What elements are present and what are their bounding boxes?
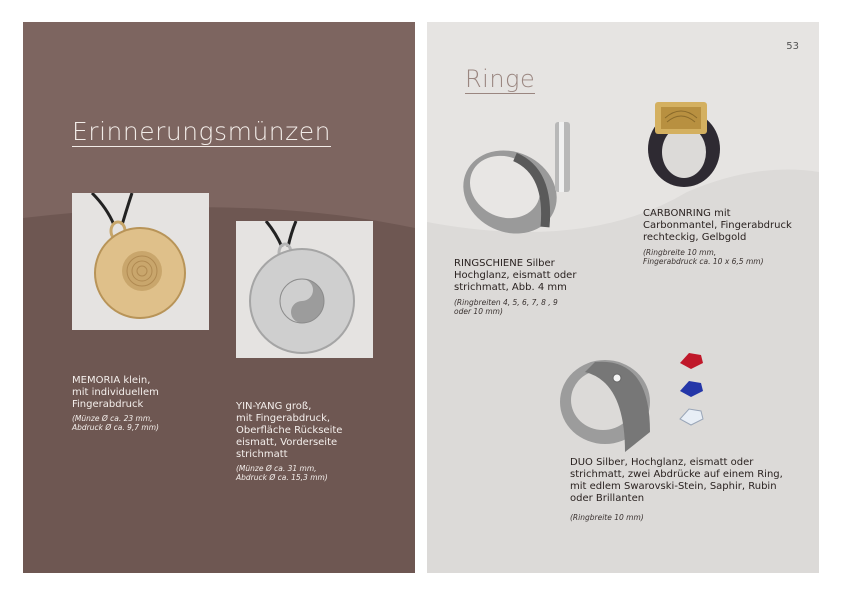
right-page bbox=[427, 22, 819, 573]
gemstone-icons bbox=[677, 349, 707, 429]
yin-yang-line: mit Fingerabdruck, bbox=[236, 413, 331, 424]
duo-description bbox=[570, 457, 810, 522]
memoria-note: Abdruck Ø ca. 9,7 mm) bbox=[72, 423, 159, 432]
duo-note: (Ringbreite 10 mm) bbox=[570, 513, 644, 522]
ringschiene-note: oder 10 mm) bbox=[454, 307, 503, 316]
left-page bbox=[23, 22, 415, 573]
page-number: 53 bbox=[786, 41, 799, 52]
ringschiene-line: RINGSCHIENE Silber bbox=[454, 258, 555, 269]
memoria-coin-photo bbox=[72, 193, 209, 330]
carbonring-description bbox=[643, 208, 813, 266]
ringschiene-line: strichmatt, Abb. 4 mm bbox=[454, 282, 567, 293]
yin-yang-description bbox=[236, 401, 396, 482]
yin-yang-coin-photo bbox=[236, 221, 373, 358]
yin-yang-note: (Münze Ø ca. 31 mm, bbox=[236, 464, 317, 473]
memoria-title: MEMORIA klein, bbox=[72, 375, 151, 386]
yin-yang-title: YIN-YANG groß, bbox=[236, 401, 312, 412]
duo-line: strichmatt, zwei Abdrücke auf einem Ring, bbox=[570, 469, 783, 480]
carbonring-line: rechteckig, Gelbgold bbox=[643, 232, 747, 243]
ringschiene-ring-image bbox=[455, 117, 585, 252]
carbonring-note: Fingerabdruck ca. 10 x 6,5 mm) bbox=[643, 257, 764, 266]
yin-yang-note: Abdruck Ø ca. 15,3 mm) bbox=[236, 473, 328, 482]
ringschiene-description bbox=[454, 258, 604, 316]
duo-line: oder Brillanten bbox=[570, 493, 645, 504]
ringschiene-line: Hochglanz, eismatt oder bbox=[454, 270, 577, 281]
memoria-line: mit individuellem bbox=[72, 387, 159, 398]
yin-yang-line: strichmatt bbox=[236, 449, 288, 460]
carbonring-note: (Ringbreite 10 mm, bbox=[643, 248, 717, 257]
memoria-line: Fingerabdruck bbox=[72, 399, 144, 410]
duo-line: DUO Silber, Hochglanz, eismatt oder bbox=[570, 457, 754, 468]
ringschiene-note: (Ringbreiten 4, 5, 6, 7, 8 , 9 bbox=[454, 298, 558, 307]
yin-yang-line: eismatt, Vorderseite bbox=[236, 437, 338, 448]
carbonring-ring-image bbox=[639, 94, 729, 194]
memoria-note: (Münze Ø ca. 23 mm, bbox=[72, 414, 153, 423]
yin-yang-line: Oberfläche Rückseite bbox=[236, 425, 343, 436]
memoria-description bbox=[72, 375, 222, 432]
section-heading-coins: Erinnerungsmünzen bbox=[72, 117, 331, 146]
carbonring-line: Carbonmantel, Fingerabdruck bbox=[643, 220, 792, 231]
carbonring-line: CARBONRING mit bbox=[643, 208, 731, 219]
section-heading-rings: Ringe bbox=[465, 65, 536, 93]
duo-line: mit edlem Swarovski-Stein, Saphir, Rubin bbox=[570, 481, 777, 492]
